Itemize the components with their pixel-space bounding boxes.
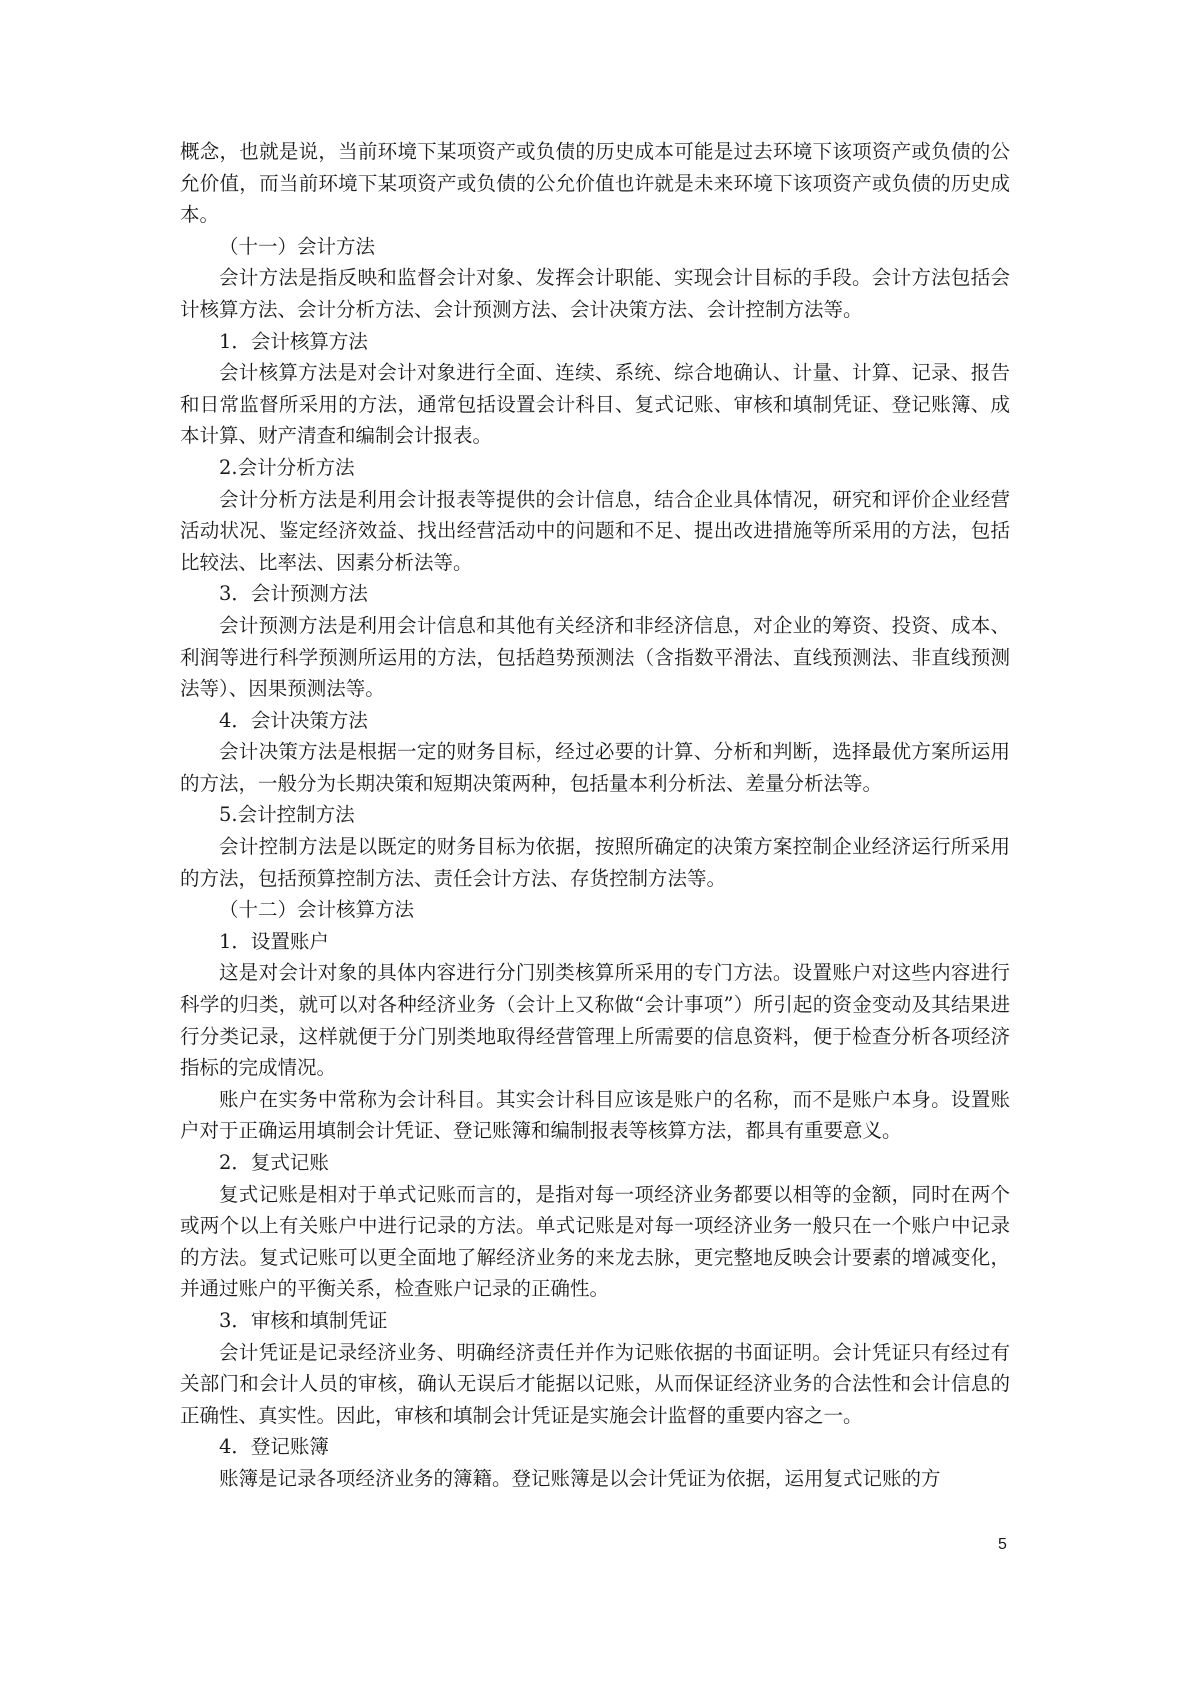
continuation-paragraph: 概念，也就是说，当前环境下某项资产或负债的历史成本可能是过去环境下该项资产或负债的公允价值，而当前环境下某项资产或负债的公允价值也许就是未来环境下该项资产或负债的历史成本。 <box>180 140 1010 227</box>
paragraph: 复式记账是相对于单式记账而言的，是指对每一项经济业务都要以相等的金额，同时在两个或两个以上有关账户中进行记录的方法。单式记账是对每一项经济业务一般只在一个账户中记录的方法。复式记账可以更全面地了解经济业务的来龙去脉，更完整地反映会计要素的增减变化，并通过账户的平衡关系，检查账户记录的正确性。 <box>180 1182 1010 1301</box>
section-heading-11: （十一）会计方法 <box>219 234 376 258</box>
subheading-decision-methods: 4．会计决策方法 <box>219 708 368 732</box>
paragraph: 会计凭证是记录经济业务、明确经济责任并作为记账依据的书面证明。会计凭证只有经过有关部门和会计人员的审核，确认无误后才能据以记账，从而保证经济业务的合法性和会计信息的正确性、真实性。因此，审核和填制会计凭证是实施会计监督的重要内容之一。 <box>180 1340 1010 1427</box>
section-heading-12: （十二）会计核算方法 <box>219 898 415 922</box>
paragraph: 会计分析方法是利用会计报表等提供的会计信息，结合企业具体情况，研究和评价企业经营活动状况、鉴定经济效益、找出经营活动中的问题和不足、提出改进措施等所采用的方法，包括比较法、比率法、因素分析法等。 <box>180 487 1010 574</box>
subheading-vouchers: 3．审核和填制凭证 <box>219 1308 388 1332</box>
paragraph: 会计预测方法是利用会计信息和其他有关经济和非经济信息，对企业的筹资、投资、成本、利润等进行科学预测所运用的方法，包括趋势预测法（含指数平滑法、直线预测法、非直线预测法等）、因果预测法等。 <box>180 613 1010 701</box>
paragraph: 会计方法是指反映和监督会计对象、发挥会计职能、实现会计目标的手段。会计方法包括会计核算方法、会计分析方法、会计预测方法、会计决策方法、会计控制方法等。 <box>180 266 1010 321</box>
paragraph: 这是对会计对象的具体内容进行分门别类核算所采用的专门方法。设置账户对这些内容进行科学的归类，就可以对各种经济业务（会计上又称做“会计事项”）所引起的资金变动及其结果进行分类记录，这样就便于分门别类地取得经营管理上所需要的信息资料，便于检查分析各项经济指标的完成情况。 <box>180 961 1010 1080</box>
subheading-double-entry: 2．复式记账 <box>219 1151 329 1174</box>
paragraph: 会计决策方法是根据一定的财务目标，经过必要的计算、分析和判断，选择最优方案所运用的方法，一般分为长期决策和短期决策两种，包括量本利分析法、差量分析法等。 <box>180 740 1010 795</box>
paragraph: 会计控制方法是以既定的财务目标为依据，按照所确定的决策方案控制企业经济运行所采用的方法，包括预算控制方法、责任会计方法、存货控制方法等。 <box>180 835 1010 890</box>
subheading-set-accounts: 1．设置账户 <box>219 929 329 953</box>
subheading-accounting-methods: 1．会计核算方法 <box>219 329 368 353</box>
subheading-ledger: 4．登记账簿 <box>219 1435 329 1459</box>
page-number: 5 <box>998 1536 1007 1553</box>
subheading-control-methods: 5.会计控制方法 <box>219 803 355 827</box>
subheading-forecast-methods: 3．会计预测方法 <box>219 582 368 606</box>
paragraph: 会计核算方法是对会计对象进行全面、连续、系统、综合地确认、计量、计算、记录、报告和日常监督所采用的方法，通常包括设置会计科目、复式记账、审核和填制凭证、登记账簿、成本计算、财产清查和编制会计报表。 <box>180 361 1010 448</box>
page-body <box>180 136 1010 1495</box>
paragraph: 账簿是记录各项经济业务的簿籍。登记账簿是以会计凭证为依据，运用复式记账的方 <box>219 1466 941 1490</box>
paragraph: 账户在实务中常称为会计科目。其实会计科目应该是账户的名称，而不是账户本身。设置账户对于正确运用填制会计凭证、登记账簿和编制报表等核算方法，都具有重要意义。 <box>180 1087 1010 1143</box>
subheading-analysis-methods: 2.会计分析方法 <box>219 455 355 479</box>
